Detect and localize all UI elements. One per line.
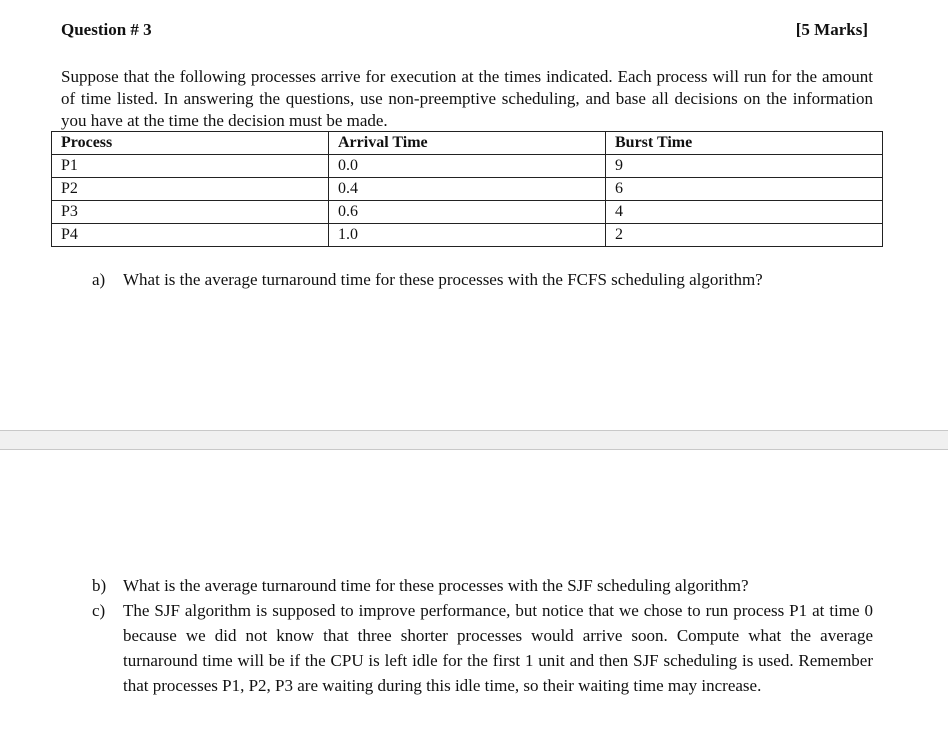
cell-process: P3 [52, 201, 329, 224]
table-row [52, 201, 883, 224]
header-process: Process [52, 132, 329, 155]
question-title: Question # 3 [61, 20, 152, 39]
cell-process: P2 [52, 178, 329, 201]
table-row [52, 155, 883, 178]
question-c [92, 598, 873, 728]
cell-burst: 2 [606, 224, 883, 247]
table-row [52, 224, 883, 247]
cell-burst: 4 [606, 201, 883, 224]
header-burst-time: Burst Time [606, 132, 883, 155]
question-header [61, 20, 868, 44]
question-b-text: What is the average turnaround time for these processes with the SJF scheduling algorithm? [123, 576, 749, 595]
table-row [52, 178, 883, 201]
cell-arrival: 0.0 [329, 155, 606, 178]
question-b-label: b) [92, 576, 107, 595]
question-b [92, 573, 873, 599]
cell-arrival: 0.4 [329, 178, 606, 201]
question-marks: [5 Marks] [795, 20, 868, 39]
question-a-text: What is the average turnaround time for these processes with the FCFS scheduling algorithm? [123, 270, 763, 289]
process-table [51, 131, 883, 247]
page-break [0, 430, 948, 450]
table-header-row [52, 132, 883, 155]
header-arrival-time: Arrival Time [329, 132, 606, 155]
cell-arrival: 1.0 [329, 224, 606, 247]
cell-burst: 6 [606, 178, 883, 201]
question-a [92, 267, 852, 293]
cell-process: P1 [52, 155, 329, 178]
cell-arrival: 0.6 [329, 201, 606, 224]
question-c-label: c) [92, 601, 106, 620]
cell-process: P4 [52, 224, 329, 247]
question-a-label: a) [92, 270, 106, 289]
cell-burst: 9 [606, 155, 883, 178]
question-c-text: The SJF algorithm is supposed to improve performance, but notice that we chose to run process P1 at time 0 because we did not know that three shorter processes would arrive soon. Compute what the average turnaround time will be if the CPU is left idle for the first 1 unit and then SJF scheduling is used. Remember that processes P1, P2, P3 are waiting during this idle time, so their waiting time may increase. [123, 601, 873, 695]
question-intro: Suppose that the following processes arrive for execution at the times indicated. Each process will run for the amount of time listed. In answering the questions, use non-preemptive scheduling, and base all decisions on the information you have at the time the decision must be made. [61, 67, 873, 130]
